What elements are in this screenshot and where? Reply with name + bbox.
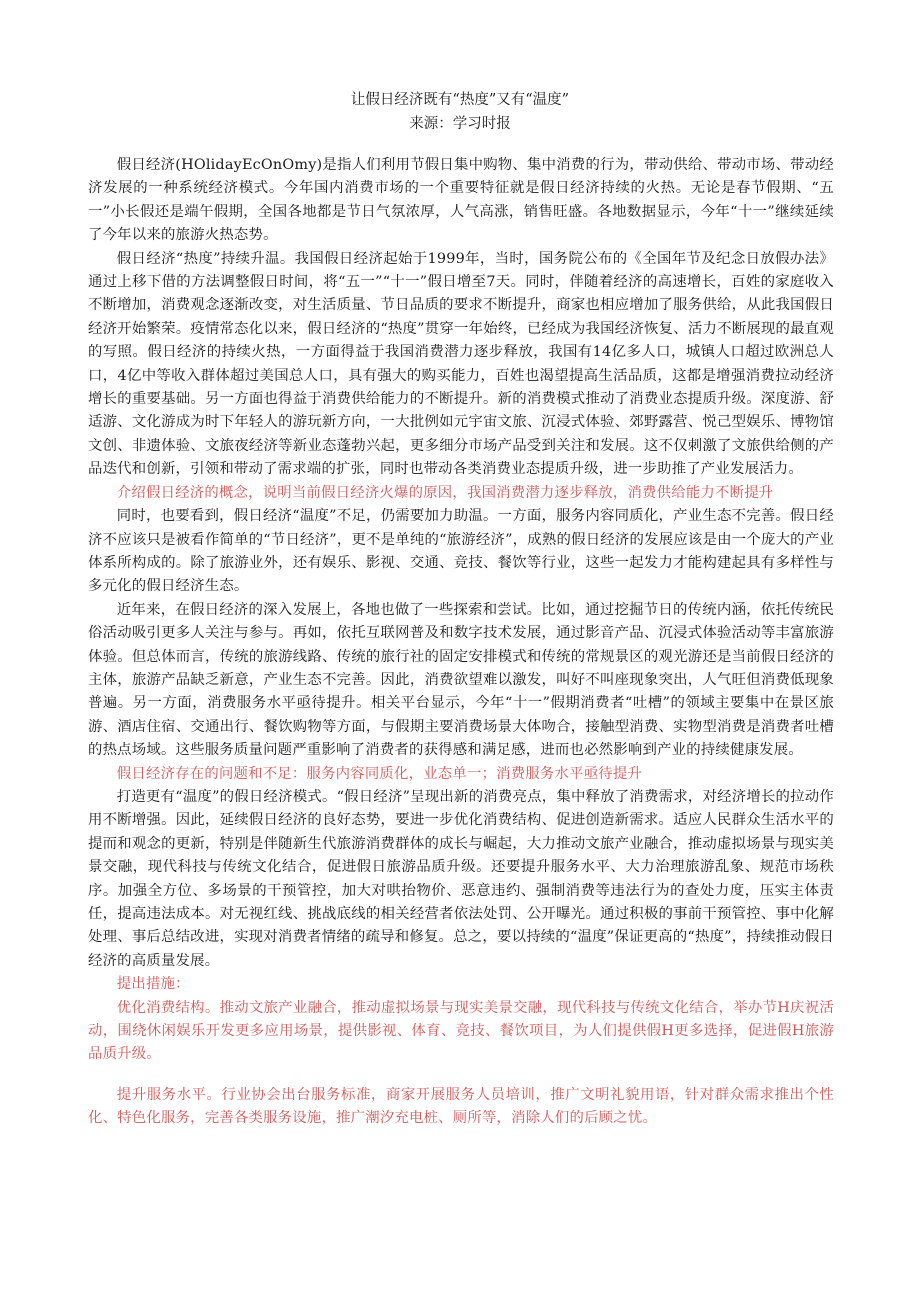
paragraph-intro: 假日经济(HOlidayEcOnOmy)是指人们利用节假日集中购物、集中消费的行为，带动供给、带动市场、带动经济发展的一种系统经济模式。今年国内消费市场的一个重要特征就是假日经济持续的火热。无论是春节假期、“五一”小长假还是端午假期，全国各地都是节日气氛浓厚，人气高涨，销售旺盛。各地数据显示，今年“十一”继续延续了今年以来的旅游火热态势。 bbox=[88, 157, 834, 244]
paragraph-heat: 假日经济“热度”持续升温。我国假日经济起始于1999年，当时，国务院公布的《全国年节及纪念日放假办法》通过上移下借的方法调整假日时间，将“五一”“十一”假日增至7天。同时，伴随着经济的高速增长，百姓的家庭收入不断增加，消费观念逐渐改变，对生活质量、节日品质的要求不断提升，商家也相应增加了服务供给，从此我国假日经济开始繁荣。疫情常态化以来，假日经济的“热度”贯穿一年始终，已经成为我国经济恢复、活力不断展现的最直观的写照。假日经济的持续火热，一方面得益于我国消费潜力逐步释放，我国有14亿多人口，城镇人口超过欧洲总人口，4亿中等收入群体超过美国总人口，具有强大的购买能力，百姓也渴望提高生活品质，这都是增强消费拉动经济增长的重要基础。另一方面也得益于消费供给能力的不断提升。新的消费模式推动了消费业态提质升级。深度游、舒适游、文化游成为时下年轻人的游玩新方向，一大批例如元宇宙文旅、沉浸式体验、郊野露营、悦己型娱乐、博物馆文创、非遗体验、文旅夜经济等新业态蓬勃兴起，更多细分市场产品受到关注和发展。这不仅刺激了文旅供给侧的产品迭代和创新，引领和带动了需求端的扩张，同时也带动各类消费业态提质升级，进一步助推了产业发展活力。 bbox=[88, 250, 834, 478]
annotation-summary-2: 假日经济存在的问题和不足：服务内容同质化，业态单一；消费服务水平亟待提升 bbox=[116, 765, 643, 782]
article-body bbox=[88, 154, 834, 1131]
annotation-measure-structure: 优化消费结构。推动文旅产业融合，推动虚拟场景与现实美景交融，现代科技与传统文化结合，举办节H庆祝活动，围绕休闲娱乐开发更多应用场景，提供影视、体育、竞技、餐饮项目，为人们提供假H更多选择，促进假H旅游品质升级。 bbox=[88, 999, 834, 1063]
paragraph-exploration: 近年来，在假日经济的深入发展上，各地也做了一些探索和尝试。比如，通过挖掘节日的传统内涵，依托传统民俗活动吸引更多人关注与参与。再如，依托互联网普及和数字技术发展，通过影音产品、沉浸式体验活动等丰富旅游体验。但总体而言，传统的旅游线路、传统的旅行社的固定安排模式和传统的常规景区的观光游还是当前假日经济的主体，旅游产品缺乏新意，产业生态不完善。因此，消费欲望难以激发，叫好不叫座现象突出，人气旺但消费低现象普遍。另一方面，消费服务水平亟待提升。相关平台显示，今年“十一”假期消费者“吐槽”的领域主要集中在景区旅游、酒店住宿、交通出行、餐饮购物等方面，与假期主要消费场景大体吻合，接触型消费、实物型消费是消费者吐槽的热点场域。这些服务质量问题严重影响了消费者的获得感和满足感，进而也必然影响到产业的持续健康发展。 bbox=[88, 601, 834, 759]
annotation-summary-1: 介绍假日经济的概念，说明当前假日经济火爆的原因，我国消费潜力逐步释放，消费供给能力不断提升 bbox=[116, 484, 774, 501]
article-title: 让假日经济既有“热度”又有“温度” bbox=[350, 92, 570, 108]
paragraph-warmth: 同时，也要看到，假日经济“温度”不足，仍需要加力助温。一方面，服务内容同质化，产业生态不完善。假日经济不应该只是被看作简单的“节日经济”，更不是单纯的“旅游经济”，成熟的假日经济的发展应该是由一个庞大的产业体系所构成的。除了旅游业外，还有娱乐、影视、交通、竞技、餐饮等行业，这些一起发力才能构建起具有多样性与多元化的假日经济生态。 bbox=[88, 508, 834, 595]
annotation-measure-service: 提升服务水平。行业协会出台服务标准，商家开展服务人员培训，推广文明礼貌用语，针对群众需求推出个性化、特色化服务，完善各类服务设施，推广潮汐充电桩、厕所等，消除人们的后顾之忧。 bbox=[88, 1086, 834, 1127]
annotation-measures-heading: 提出措施： bbox=[116, 976, 190, 993]
article-source: 来源：学习时报 bbox=[409, 116, 511, 132]
paragraph-model: 打造更有“温度”的假日经济模式。“假日经济”呈现出新的消费亮点，集中释放了消费需求，对经济增长的拉动作用不断增强。因此，延续假日经济的良好态势，要进一步优化消费结构、促进创造新需求。适应人民群众生活水平的提而和观念的更新，特别是伴随新生代旅游消费群体的成长与崛起，大力推动文旅产业融合，推动虚拟场景与现实美景交融，现代科技与传统文化结合，促进假日旅游品质升级。还要提升服务水平、大力治理旅游乱象、规范市场秩序。加强全方位、多场景的干预管控，加大对哄抬物价、恶意违约、强制消费等违法行为的查处力度，压实主体责任，提高违法成本。对无视红线、挑战底线的相关经营者依法处罚、公开曝光。通过积极的事前干预管控、事中化解处理、事后总结改进，实现对消费者情绪的疏导和修复。总之，要以持续的“温度”保证更高的“热度”，持续推动假日经济的高质量发展。 bbox=[88, 788, 834, 969]
